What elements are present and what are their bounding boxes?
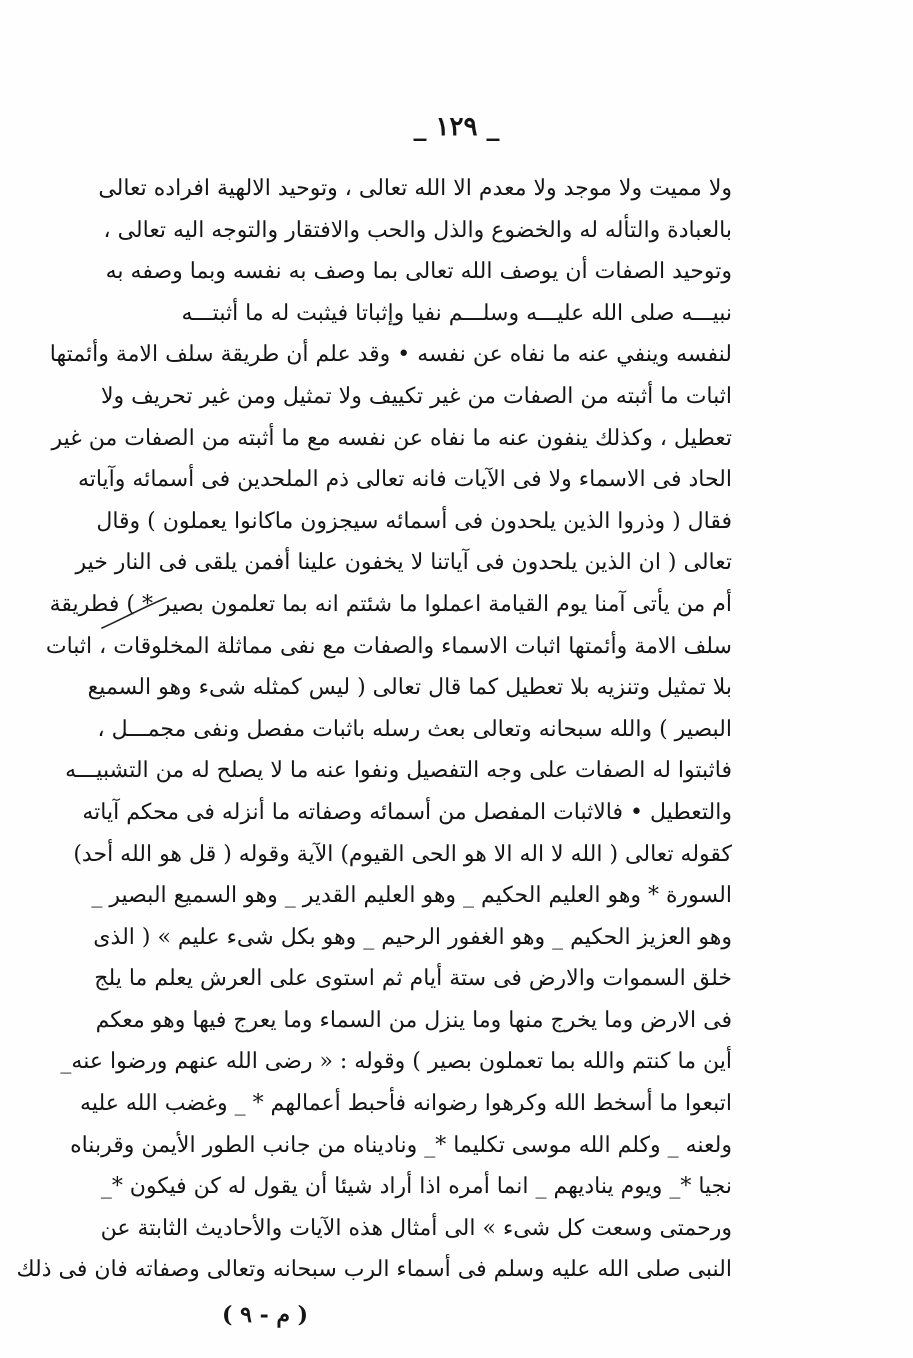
text-line: أم من يأتى آمنا يوم القيامة اعملوا ما شئتم انه بما تعلمون بصير * ) فطريقة bbox=[49, 591, 732, 617]
text-line: تعالى ( ان الذين يلحدون فى آياتنا لا يخفون علينا أفمن يلقى فى النار خير bbox=[75, 550, 732, 576]
text-line: فقال ( وذروا الذين يلحدون فى أسمائه سيجزون ماكانوا يعملون ) وقال bbox=[96, 508, 732, 534]
text-line: خلق السموات والارض فى ستة أيام ثم استوى على العرش يعلم ما يلج bbox=[94, 966, 732, 992]
text-line: كقوله تعالى ( الله لا اله الا هو الحى القيوم) الآية وقوله ( قل هو الله أحد) bbox=[73, 841, 732, 867]
text-line: بلا تمثيل وتنزيه بلا تعطيل كما قال تعالى ( ليس كمثله شىء وهو السميع bbox=[87, 675, 732, 701]
text-line: اتبعوا ما أسخط الله وكرهوا رضوانه فأحبط أعمالهم * _ وغضب الله عليه bbox=[80, 1091, 732, 1117]
text-line: ورحمتى وسعت كل شىء » الى أمثال هذه الآيات والأحاديث الثابتة عن bbox=[100, 1215, 732, 1241]
text-line: والتعطيل • فالاثبات المفصل من أسمائه وصفاته ما أنزله فى محكم آياته bbox=[82, 799, 732, 825]
text-line: أين ما كنتم والله بما تعملون بصير ) وقوله : « رضى الله عنهم ورضوا عنه_ bbox=[60, 1049, 732, 1075]
text-line: وهو العزيز الحكيم _ وهو الغفور الرحيم _ وهو بكل شىء عليم » ( الذى bbox=[93, 924, 732, 950]
text-line: البصير ) والله سبحانه وتعالى بعث رسله باثبات مفصل ونفى مجمـــل ، bbox=[97, 716, 732, 742]
text-line: اثبات ما أثبته من الصفات من غير تكييف ولا تمثيل ومن غير تحريف ولا bbox=[100, 383, 732, 409]
text-line: بالعبادة والتأله له والخضوع والذل والحب والافتقار والتوجه اليه تعالى ، bbox=[103, 217, 732, 243]
footer-signature: ( م - ٩ ) bbox=[222, 1302, 309, 1328]
text-line: نبيـــه صلى الله عليـــه وسلـــم نفيا وإثباتا فيثبت له ما أثبتـــه bbox=[181, 300, 732, 326]
text-line: ولعنه _ وكلم الله موسى تكليما *_ وناديناه من جانب الطور الأيمن وقربناه bbox=[70, 1132, 732, 1158]
text-line: فاثبتوا له الصفات على وجه التفصيل ونفوا عنه ما لا يصلح له من التشبيـــه bbox=[65, 758, 732, 784]
text-line: فى الارض وما يخرج منها وما ينزل من السماء وما يعرج فيها وهو معكم bbox=[95, 1007, 732, 1033]
text-line: السورة * وهو العليم الحكيم _ وهو العليم القدير _ وهو السميع البصير _ bbox=[91, 883, 732, 909]
text-line: تعطيل ، وكذلك ينفون عنه ما نفاه عن نفسه مع ما أثبته من الصفات من غير bbox=[51, 425, 732, 451]
page-number: _ ١٢٩ _ bbox=[413, 112, 500, 142]
text-line: سلف الامة وأئمتها اثبات الاسماء والصفات مع نفى مماثلة المخلوقات ، اثبات bbox=[45, 633, 732, 659]
page-body-text bbox=[16, 168, 732, 1291]
text-line: ولا مميت ولا موجد ولا معدم الا الله تعالى ، وتوحيد الالهية افراده تعالى bbox=[98, 176, 732, 201]
text-line: لنفسه وينفي عنه ما نفاه عن نفسه • وقد علم أن طريقة سلف الامة وأئمتها bbox=[49, 342, 732, 368]
text-line: النبى صلى الله عليه وسلم فى أسماء الرب سبحانه وتعالى وصفاته فان فى ذلك bbox=[16, 1257, 732, 1283]
text-line: الحاد فى الاسماء ولا فى الآيات فانه تعالى ذم الملحدين فى أسمائه وآياته bbox=[77, 467, 732, 493]
text-line: وتوحيد الصفات أن يوصف الله تعالى بما وصف به نفسه وبما وصفه به bbox=[105, 259, 732, 285]
text-line: نجيا *_ ويوم يناديهم _ انما أمره اذا أراد شيئا أن يقول له كن فيكون *_ bbox=[100, 1174, 732, 1200]
